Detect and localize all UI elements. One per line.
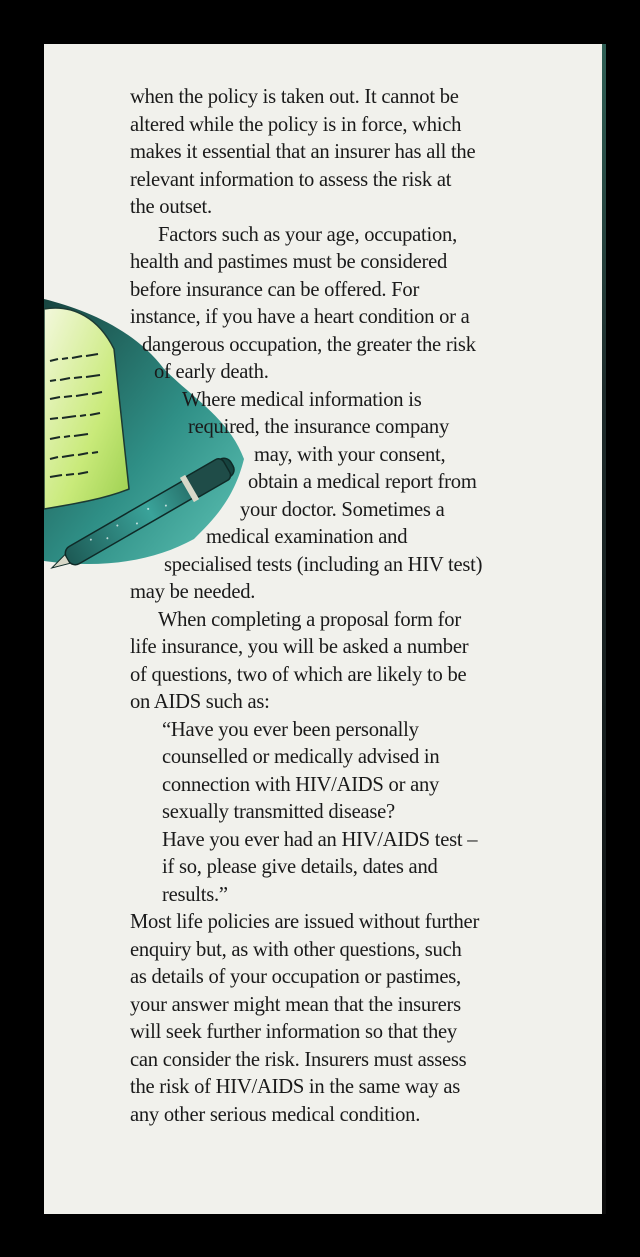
text-line: obtain a medical report from — [248, 471, 477, 493]
text-line: health and pastimes must be considered — [130, 251, 448, 273]
text-line: any other serious medical condition. — [130, 1103, 421, 1126]
text-line: may, with your consent, — [254, 443, 446, 466]
text-line: counselled or medically advised in — [162, 746, 440, 768]
text-line: enquiry but, as with other questions, such — [130, 938, 462, 961]
text-line: your answer might mean that the insurers — [130, 993, 461, 1016]
text-line: your doctor. Sometimes a — [240, 498, 445, 521]
text-line: altered while the policy is in force, which — [130, 113, 462, 136]
body-text — [130, 84, 510, 1129]
text-line: of questions, two of which are likely to be — [130, 663, 467, 686]
leaflet-page — [44, 44, 602, 1214]
text-line: “Have you ever been personally — [162, 718, 419, 741]
text-line: will seek further information so that they — [130, 1021, 457, 1043]
text-line: sexually transmitted disease? — [162, 801, 395, 823]
text-line: may be needed. — [130, 581, 256, 603]
text-line: life insurance, you will be asked a number — [130, 636, 469, 658]
text-line: Where medical information is — [182, 388, 422, 411]
text-line: can consider the risk. Insurers must assess — [130, 1048, 467, 1071]
text-line: of early death. — [154, 361, 269, 383]
text-line: required, the insurance company — [188, 416, 450, 438]
text-line: before insurance can be offered. For — [130, 278, 420, 301]
text-line: medical examination and — [206, 526, 408, 548]
text-line: specialised tests (including an HIV test) — [164, 553, 483, 576]
text-line: Factors such as your age, occupation, — [158, 223, 457, 246]
text-line: when the policy is taken out. It cannot be — [130, 86, 459, 108]
text-line: When completing a proposal form for — [158, 608, 461, 631]
text-line: if so, please give details, dates and — [162, 856, 438, 878]
text-line: dangerous occupation, the greater the risk — [142, 333, 476, 356]
text-line: makes it essential that an insurer has all the — [130, 141, 476, 163]
text-line: the outset. — [130, 196, 212, 218]
text-line: relevant information to assess the risk at — [130, 168, 452, 191]
text-line: Have you ever had an HIV/AIDS test – — [162, 828, 478, 851]
text-line: connection with HIV/AIDS or any — [162, 773, 440, 796]
text-line: Most life policies are issued without further — [130, 911, 480, 933]
text-line: results.” — [162, 883, 228, 906]
text-line: instance, if you have a heart condition or a — [130, 306, 470, 328]
adjacent-page-edge — [602, 44, 606, 1214]
text-line: as details of your occupation or pastimes, — [130, 966, 461, 988]
text-line: the risk of HIV/AIDS in the same way as — [130, 1076, 460, 1098]
text-line: on AIDS such as: — [130, 691, 270, 713]
